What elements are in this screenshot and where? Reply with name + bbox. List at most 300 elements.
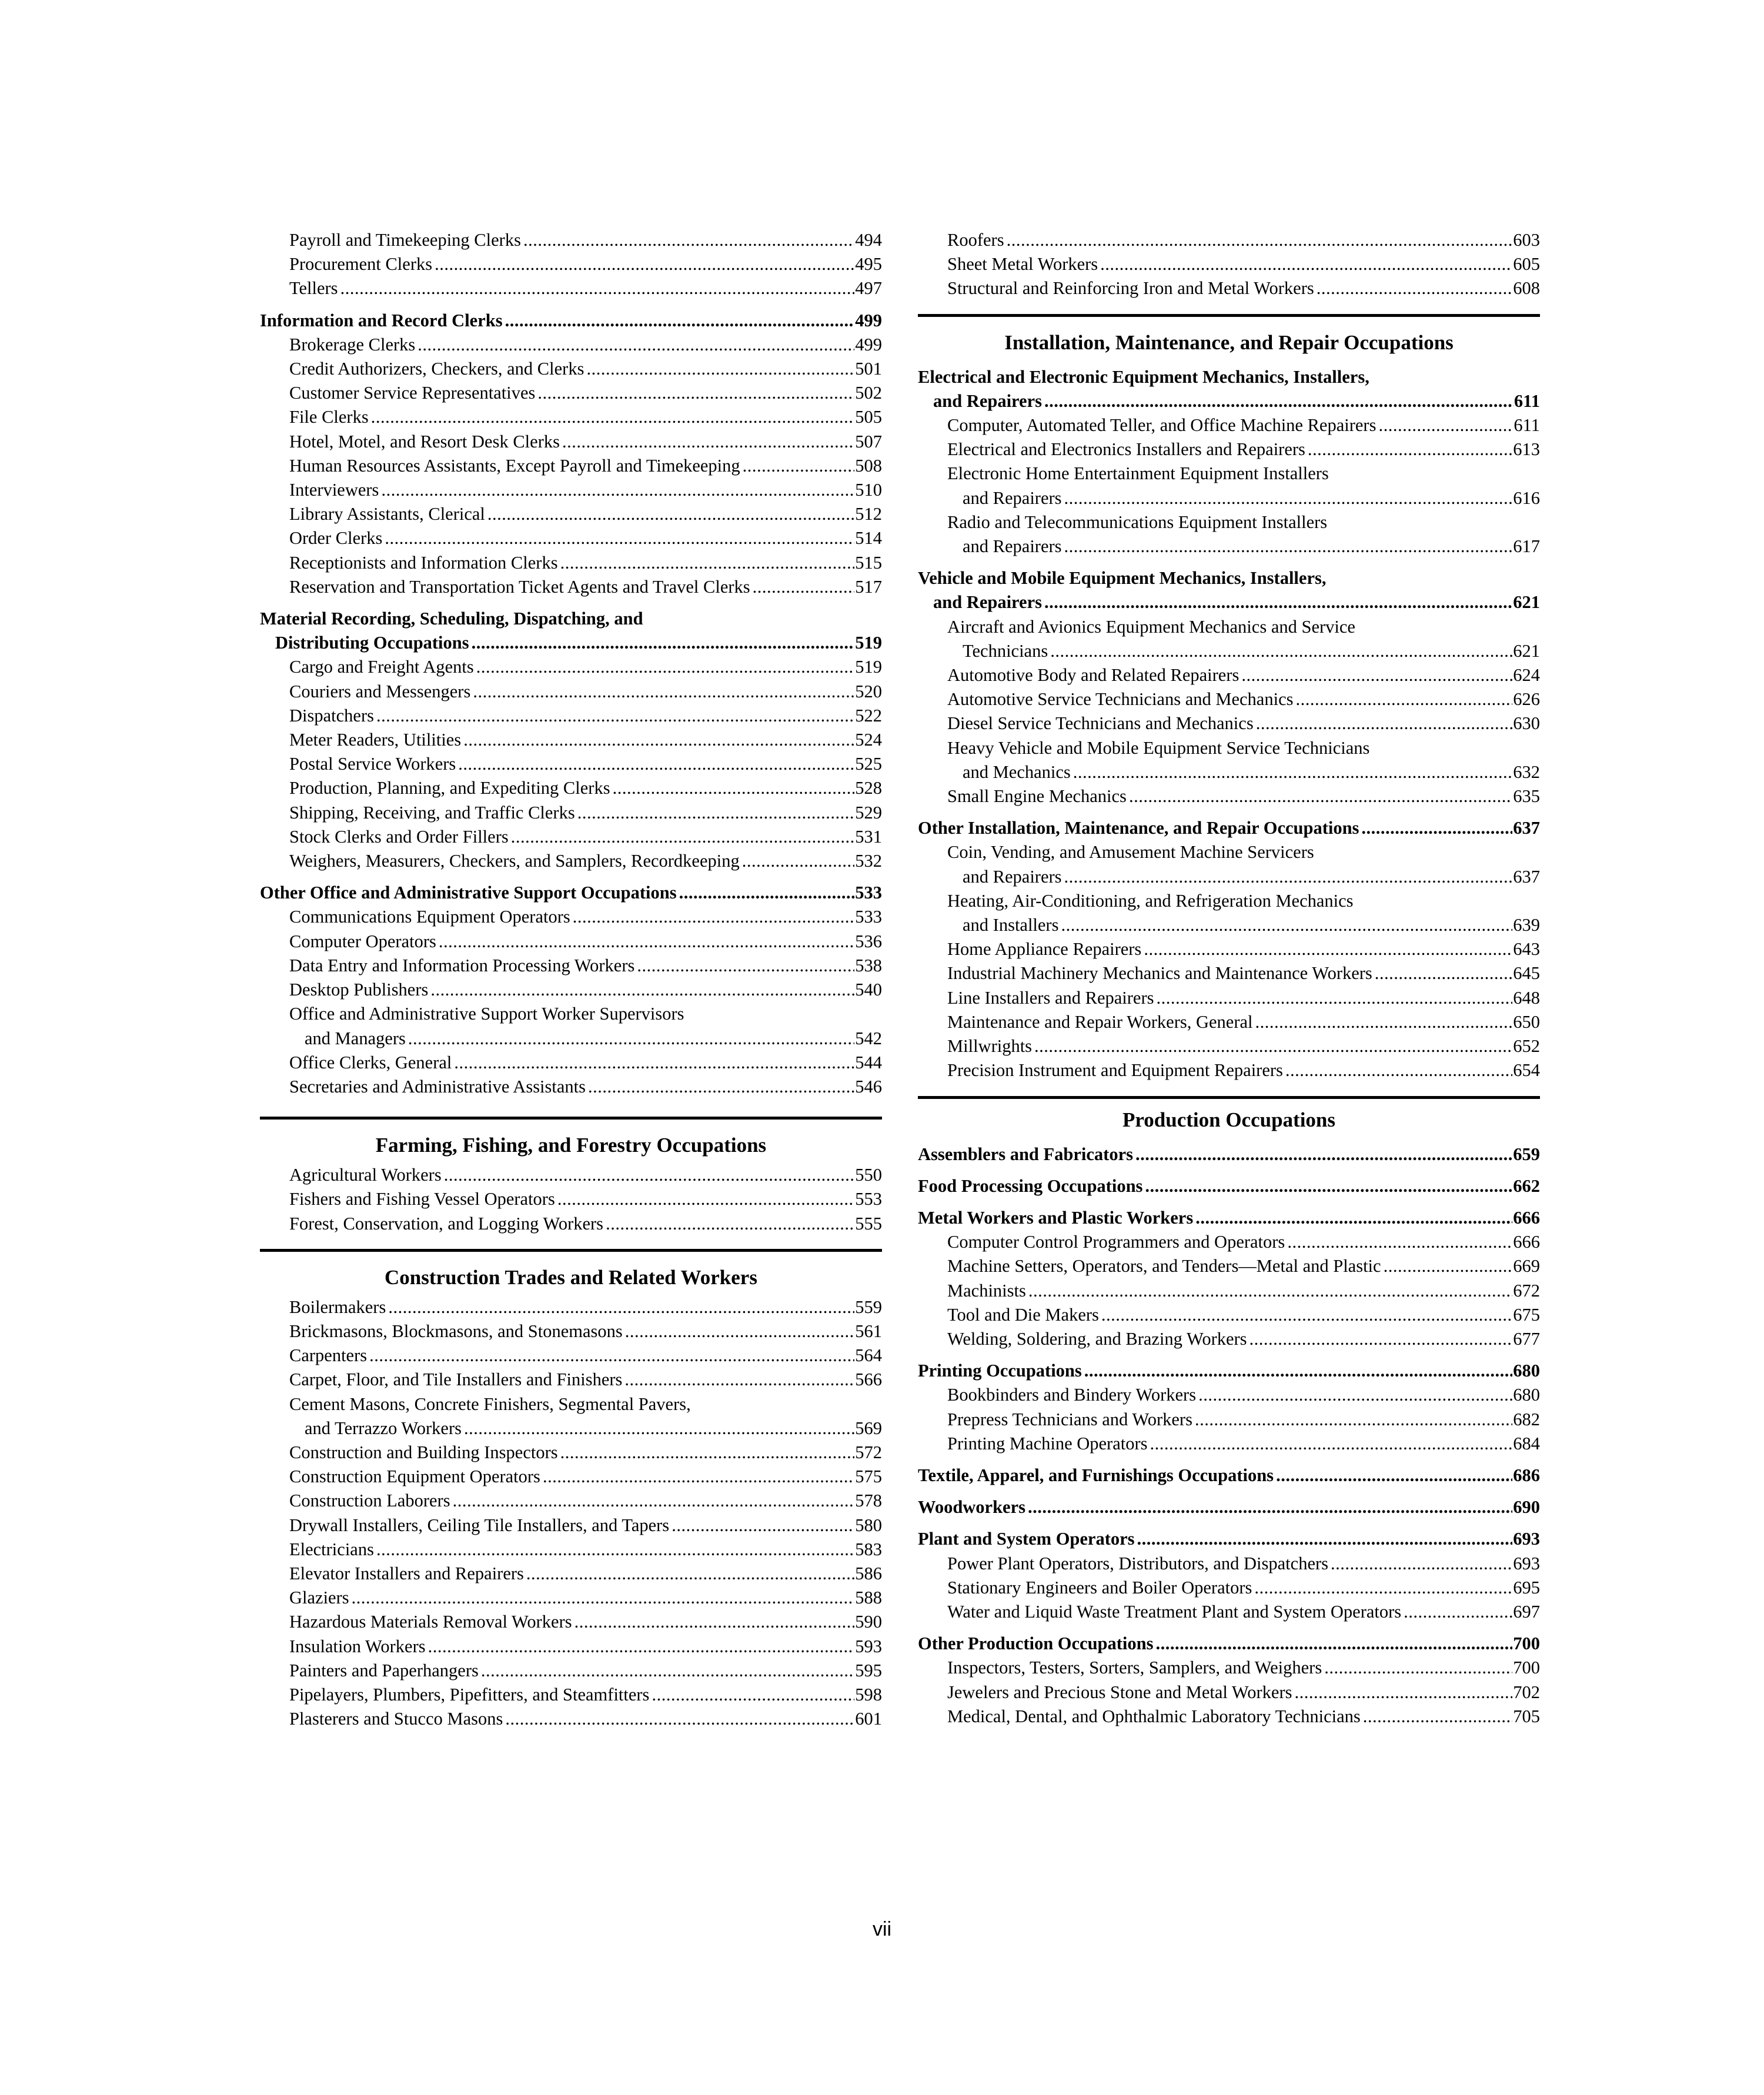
entry-title: Electricians [289,1539,374,1559]
dot-leader [1050,639,1512,663]
entry-title: Reservation and Transportation Ticket Agents and Travel Clerks [289,576,750,597]
toc-entry[interactable] [260,252,882,276]
toc-group-heading[interactable] [260,309,882,333]
toc-entry[interactable] [918,252,1540,276]
entry-title: Construction Equipment Operators [289,1466,540,1487]
left-column [260,228,882,1731]
dot-leader [476,655,855,679]
toc-entry[interactable] [918,1303,1540,1327]
entry-title: Boilermakers [289,1297,386,1317]
entry-title: and Mechanics [963,761,1071,782]
page-number: 590 [855,1612,882,1632]
toc-entry[interactable] [260,1368,882,1392]
dot-leader [1129,784,1512,808]
toc-entry[interactable] [260,1051,882,1075]
entry-title: Prepress Technicians and Workers [947,1409,1192,1429]
page-number: 621 [1513,592,1540,613]
toc-entry[interactable] [260,1659,882,1683]
toc-entry[interactable] [260,430,882,454]
entry-title: Receptionists and Information Clerks [289,552,558,573]
entry-title: Brokerage Clerks [289,334,416,355]
toc-entry[interactable] [918,711,1540,736]
toc-entry[interactable] [260,551,882,575]
toc-entry[interactable] [918,1656,1540,1680]
entry-title: Library Assistants, Clerical [289,504,485,524]
page-number: 650 [1513,1011,1540,1032]
dot-leader [1007,228,1513,252]
page-number: 566 [855,1369,882,1390]
toc-group-heading[interactable] [918,389,1540,413]
toc-entry[interactable] [260,381,882,405]
dot-leader [1064,865,1513,889]
toc-entry[interactable] [918,1230,1540,1254]
toc-entry[interactable] [918,1576,1540,1600]
entry-title: and Repairers [963,536,1062,557]
page-number: 519 [855,633,882,653]
toc-entry[interactable] [260,478,882,502]
page-number: 525 [855,754,882,774]
page-number: 608 [1513,278,1540,299]
dot-leader [1034,1034,1512,1058]
dot-leader [573,905,854,929]
entry-title: and Repairers [963,487,1062,508]
toc-group-heading[interactable] [918,1142,1540,1167]
page-number: 682 [1513,1409,1540,1429]
page-number: 700 [1513,1633,1540,1654]
toc-entry[interactable] [918,865,1540,889]
page-number: 544 [855,1052,882,1072]
toc-entry[interactable] [918,1383,1540,1407]
toc-entry[interactable] [918,486,1540,510]
page-number: 598 [855,1684,882,1705]
dot-leader [1044,590,1512,614]
dot-leader [1100,252,1512,276]
toc-group-heading[interactable] [918,1359,1540,1383]
entry-title: Food Processing Occupations [918,1175,1143,1196]
entry-title: Construction and Building Inspectors [289,1442,558,1462]
toc-group-heading[interactable] [918,1632,1540,1656]
dot-leader [523,228,854,252]
entry-title: Painters and Paperhangers [289,1660,479,1680]
toc-entry[interactable] [918,413,1540,437]
entry-title: Agricultural Workers [289,1165,442,1185]
dot-leader [340,276,855,300]
toc-entry[interactable] [260,1416,882,1441]
page-number: 580 [855,1515,882,1535]
page-number: 578 [855,1491,882,1511]
toc-entry[interactable] [918,687,1540,711]
toc-entry[interactable] [260,1465,882,1489]
dot-leader [671,1513,854,1538]
toc-entry[interactable] [260,526,882,550]
dot-leader [1250,1327,1513,1351]
page-number: 686 [1513,1465,1540,1485]
toc-entry[interactable] [918,276,1540,300]
page-number: 499 [855,310,882,330]
toc-group-heading[interactable] [918,816,1540,840]
page-number-footer: vii [872,1918,892,1940]
entry-title: Pipelayers, Plumbers, Pipefitters, and Steamfitters [289,1684,650,1705]
dot-leader [1276,1464,1512,1488]
entry-title: Water and Liquid Waste Treatment Plant and System Operators [947,1601,1402,1622]
toc-entry[interactable] [260,776,882,800]
dot-leader [742,849,855,873]
dot-leader [1061,913,1512,937]
entry-title: Plasterers and Stucco Masons [289,1709,503,1729]
page-number: 505 [855,407,882,427]
toc-entry[interactable] [918,913,1540,937]
page-number: 643 [1513,939,1540,960]
dot-leader [1308,437,1512,462]
page-number: 531 [855,826,882,847]
entry-title: Industrial Machinery Mechanics and Maintenance Workers [947,963,1372,984]
toc-entry[interactable] [260,1683,882,1707]
entry-title: Other Office and Administrative Support Occupations [260,883,677,903]
dot-leader [1084,1359,1512,1383]
toc-group-heading-line1: Material Recording, Scheduling, Dispatching, and [260,609,643,629]
toc-entry[interactable] [260,1562,882,1586]
toc-entry[interactable] [918,937,1540,961]
dot-leader [481,1659,854,1683]
toc-entry-line1: Electronic Home Entertainment Equipment Installers [947,463,1329,484]
entry-title: Medical, Dental, and Ophthalmic Laboratory Technicians [947,1706,1361,1726]
entry-title: Precision Instrument and Equipment Repairers [947,1060,1283,1081]
dot-leader [473,680,854,704]
toc-entry[interactable] [260,704,882,728]
toc-entry[interactable] [918,961,1540,985]
entry-title: Hazardous Materials Removal Workers [289,1612,572,1632]
page-number: 637 [1513,818,1540,838]
page-number: 572 [855,1442,882,1462]
entry-title: Other Installation, Maintenance, and Repair Occupations [918,818,1359,838]
section-rule [918,314,1540,317]
entry-title: and Repairers [963,866,1062,887]
toc-entry[interactable] [260,825,882,849]
page-number: 495 [855,254,882,275]
page-number: 645 [1513,963,1540,984]
dot-leader [1145,1174,1512,1198]
toc-entry-line1: Aircraft and Avionics Equipment Mechanics and Service [947,616,1355,637]
toc-entry[interactable] [260,1075,882,1099]
toc-entry[interactable] [260,1212,882,1236]
toc-entry[interactable] [260,930,882,954]
page-number: 693 [1513,1529,1540,1549]
entry-title: Shipping, Receiving, and Traffic Clerks [289,802,575,823]
toc-entry[interactable] [260,1610,882,1634]
dot-leader [1375,961,1512,985]
toc-entry[interactable] [918,228,1540,252]
dot-leader [1198,1383,1512,1407]
entry-title: Couriers and Messengers [289,681,471,701]
page-number: 630 [1513,713,1540,734]
entry-title: Fishers and Fishing Vessel Operators [289,1189,555,1209]
toc-group-heading[interactable] [918,1174,1540,1198]
page-number: 520 [855,681,882,701]
dot-leader [1317,276,1513,300]
entry-title: Payroll and Timekeeping Clerks [289,230,521,250]
page-number: 626 [1513,689,1540,710]
page-number: 508 [855,455,882,476]
toc-entry[interactable] [260,1027,882,1051]
dot-leader [753,575,855,599]
dot-leader [1287,1230,1512,1254]
entry-title: and Repairers [933,592,1042,613]
dot-leader [439,930,854,954]
toc-entry[interactable] [260,849,882,873]
dot-leader [1361,816,1512,840]
toc-entry-line1: Coin, Vending, and Amusement Machine Servicers [947,842,1314,863]
toc-entry[interactable] [918,1552,1540,1576]
toc-entry[interactable] [918,1680,1540,1705]
page-number: 675 [1513,1304,1540,1325]
toc-group-heading[interactable] [260,881,882,905]
dot-leader [463,728,854,752]
toc-entry[interactable] [918,1279,1540,1303]
dot-leader [652,1683,854,1707]
toc-entry[interactable] [260,752,882,776]
dot-leader [511,825,855,849]
dot-leader [1295,1680,1513,1705]
page-number: 637 [1513,866,1540,887]
entry-title: Insulation Workers [289,1636,426,1656]
section-title: Construction Trades and Related Workers [385,1265,757,1289]
dot-leader [1028,1279,1512,1303]
entry-title: Secretaries and Administrative Assistants [289,1076,586,1097]
dot-leader [505,309,855,333]
toc-entry[interactable] [260,978,882,1002]
page-number: 593 [855,1636,882,1656]
toc-entry[interactable] [260,680,882,704]
toc-entry[interactable] [918,1432,1540,1456]
entry-title: Woodworkers [918,1497,1025,1518]
toc-entry[interactable] [918,1327,1540,1351]
toc-entry[interactable] [918,437,1540,462]
toc-entry[interactable] [260,1513,882,1538]
dot-leader [1324,1656,1512,1680]
page-number: 648 [1513,987,1540,1008]
toc-entry[interactable] [918,1408,1540,1432]
toc-entry[interactable] [260,454,882,478]
dot-leader [1285,1058,1512,1082]
dot-leader [562,430,854,454]
page-number: 550 [855,1165,882,1185]
toc-entry[interactable] [260,1538,882,1562]
dot-leader [408,1027,854,1051]
toc-entry[interactable] [260,502,882,526]
entry-title: Inspectors, Testers, Sorters, Samplers, and Weighers [947,1658,1322,1678]
entry-title: Drywall Installers, Ceiling Tile Installers, and Tapers [289,1515,670,1535]
toc-group-heading[interactable] [918,590,1540,614]
page-number: 515 [855,552,882,573]
toc-entry[interactable] [260,1586,882,1610]
page-number: 621 [1513,640,1540,661]
dot-leader [1064,486,1513,510]
toc-group-heading[interactable] [918,1495,1540,1519]
entry-title: Computer, Automated Teller, and Office Machine Repairers [947,415,1377,436]
entry-title: Human Resources Assistants, Except Payroll and Timekeeping [289,455,740,476]
entry-title: Metal Workers and Plastic Workers [918,1207,1194,1228]
entry-title: Tellers [289,278,338,299]
page-number: 695 [1513,1577,1540,1598]
toc-entry[interactable] [918,986,1540,1010]
page-number: 680 [1513,1361,1540,1381]
page-number: 697 [1513,1601,1540,1622]
dot-leader [1073,760,1512,784]
page-number: 639 [1513,915,1540,935]
entry-title: Jewelers and Precious Stone and Metal Workers [947,1682,1292,1702]
entry-title: Desktop Publishers [289,980,429,1000]
dot-leader [606,1212,854,1236]
page-number: 672 [1513,1280,1540,1301]
entry-title: and Installers [963,915,1059,935]
toc-entry[interactable] [260,1635,882,1659]
toc-group-heading[interactable] [918,1464,1540,1488]
toc-entry[interactable] [260,228,882,252]
toc-entry[interactable] [918,784,1540,808]
dot-leader [453,1489,855,1513]
entry-title: Procurement Clerks [289,254,433,275]
dot-leader [624,1368,854,1392]
page-number: 546 [855,1076,882,1097]
entry-title: Diesel Service Technicians and Mechanics [947,713,1254,734]
dot-leader [1241,663,1512,687]
toc-entry[interactable] [260,801,882,825]
toc-entry[interactable] [918,1600,1540,1624]
toc-group-heading[interactable] [918,1206,1540,1230]
toc-entry[interactable] [918,1010,1540,1034]
page-number: 529 [855,802,882,823]
entry-title: Information and Record Clerks [260,310,503,330]
page-number: 605 [1513,254,1540,275]
dot-leader [1378,413,1513,437]
page-number: 512 [855,504,882,524]
toc-entry[interactable] [260,333,882,357]
toc-entry[interactable] [260,276,882,300]
toc-entry[interactable] [918,1058,1540,1082]
entry-title: Weighers, Measurers, Checkers, and Samplers, Recordkeeping [289,851,740,871]
page-number: 652 [1513,1036,1540,1057]
dot-leader [613,776,855,800]
dot-leader [1195,1408,1512,1432]
entry-title: Roofers [947,230,1004,250]
dot-leader [428,1635,855,1659]
entry-title: Assemblers and Fabricators [918,1144,1133,1164]
entry-title: Elevator Installers and Repairers [289,1563,524,1583]
toc-entry[interactable] [260,357,882,381]
entry-title: Office Clerks, General [289,1052,452,1072]
dot-leader [537,381,854,405]
page-number: 662 [1513,1175,1540,1196]
page-number: 705 [1513,1706,1540,1726]
section-title: Installation, Maintenance, and Repair Occupations [1004,330,1454,354]
toc-entry[interactable] [918,639,1540,663]
dot-leader [430,978,854,1002]
toc-entry[interactable] [260,905,882,929]
dot-leader [1044,389,1514,413]
dot-leader [376,1538,854,1562]
page-number: 616 [1513,487,1540,508]
toc-entry[interactable] [260,575,882,599]
dot-leader [417,333,854,357]
entry-title: Textile, Apparel, and Furnishings Occupations [918,1465,1274,1485]
toc-entry[interactable] [260,1344,882,1368]
toc-entry[interactable] [260,1441,882,1465]
toc-entry[interactable] [260,1187,882,1211]
dot-leader [472,631,855,655]
toc-entry[interactable] [260,1319,882,1344]
toc-entry[interactable] [918,760,1540,784]
page-number: 555 [855,1213,882,1234]
toc-entry[interactable] [260,954,882,978]
toc-entry[interactable] [260,655,882,679]
dot-leader [505,1707,854,1731]
entry-title: Computer Control Programmers and Operators [947,1232,1285,1252]
page-number: 586 [855,1563,882,1583]
entry-title: Computer Operators [289,931,436,951]
section-title: Farming, Fishing, and Forestry Occupations [375,1134,767,1157]
entry-title: Printing Machine Operators [947,1433,1148,1454]
toc-entry[interactable] [918,534,1540,559]
entry-title: File Clerks [289,407,369,427]
page-number: 595 [855,1660,882,1680]
toc-group-heading[interactable] [260,631,882,655]
page-number: 603 [1513,230,1540,250]
toc-entry[interactable] [260,1295,882,1319]
entry-title: and Terrazzo Workers [305,1418,462,1438]
toc-entry[interactable] [260,728,882,752]
entry-title: Machinists [947,1280,1026,1301]
toc-entry-line1: Office and Administrative Support Worker Supervisors [289,1004,684,1024]
page-number: 499 [855,334,882,355]
entry-title: Line Installers and Repairers [947,987,1154,1008]
toc-entry[interactable] [260,405,882,429]
toc-entry-line1: Radio and Telecommunications Equipment Installers [947,512,1328,532]
entry-title: Welding, Soldering, and Brazing Workers [947,1328,1247,1349]
toc-entry[interactable] [918,1254,1540,1278]
entry-title: Technicians [963,640,1048,661]
toc-entry[interactable] [260,1707,882,1731]
dot-leader [487,502,854,526]
toc-group-heading-line1: Vehicle and Mobile Equipment Mechanics, Installers, [918,568,1327,589]
dot-leader [588,1075,854,1099]
page-number: 684 [1513,1433,1540,1454]
toc-entry[interactable] [260,1163,882,1187]
entry-title: and Managers [305,1028,406,1048]
dot-leader [1254,1576,1512,1600]
dot-leader [637,954,854,978]
toc-entry[interactable] [260,1489,882,1513]
entry-title: Machine Setters, Operators, and Tenders—Metal and Plastic [947,1256,1381,1277]
dot-leader [1064,534,1513,559]
page-number: 528 [855,778,882,798]
dot-leader [454,1051,854,1075]
section-rule [260,1117,882,1120]
page-number: 611 [1514,390,1540,411]
page-number: 659 [1513,1144,1540,1164]
page-number: 532 [855,851,882,871]
dot-leader [1363,1705,1512,1729]
toc-entry[interactable] [918,1705,1540,1729]
toc-entry[interactable] [918,663,1540,687]
page-number: 700 [1513,1658,1540,1678]
entry-title: Millwrights [947,1036,1033,1057]
entry-title: Automotive Body and Related Repairers [947,665,1240,686]
page-number: 632 [1513,761,1540,782]
entry-title: Plant and System Operators [918,1529,1135,1549]
toc-group-heading[interactable] [918,1527,1540,1551]
toc-entry[interactable] [918,1034,1540,1058]
entry-title: Dispatchers [289,705,374,726]
